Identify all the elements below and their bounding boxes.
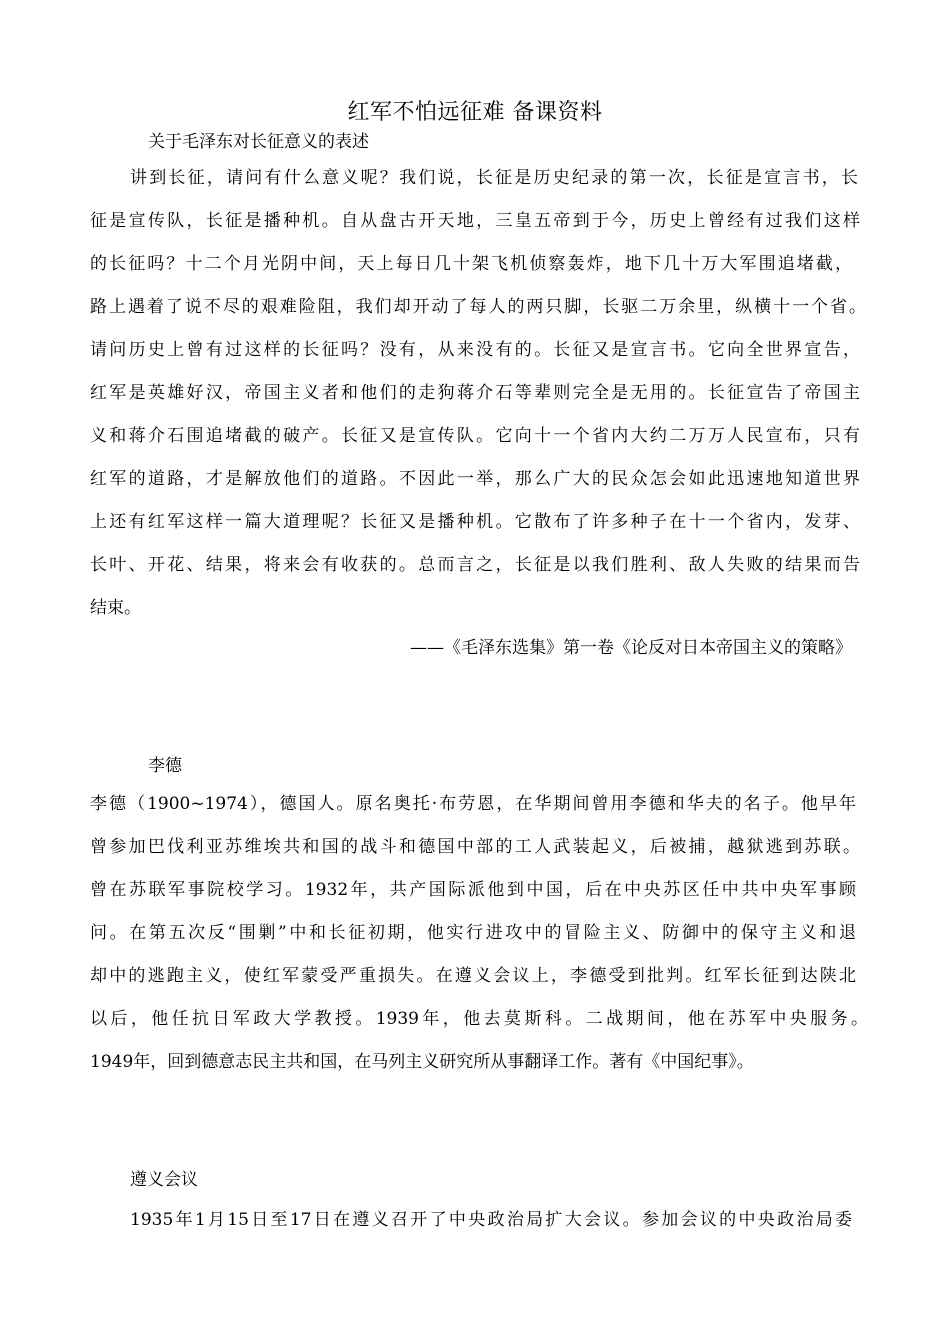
paragraph-line: 1935年1月15日至17日在遵义召开了中央政治局扩大会议。参加会议的中央政治局委 (130, 1210, 852, 1230)
paragraph-line: 结束。 (90, 598, 141, 618)
paragraph-line: 以后，他任抗日军政大学教授。1939年，他去莫斯科。二战期间，他在苏军中央服务。 (90, 1009, 868, 1029)
paragraph-line: 红军是英雄好汉，帝国主义者和他们的走狗蒋介石等辈则完全是无用的。长征宣告了帝国主 (90, 383, 860, 403)
paragraph-line: 曾参加巴伐利亚苏维埃共和国的战斗和德国中部的工人武装起义，后被捕，越狱逃到苏联。 (90, 837, 860, 857)
paragraph-line: 的长征吗？十二个月光阴中间，天上每日几十架飞机侦察轰炸，地下几十万大军围追堵截， (90, 254, 852, 274)
paragraph-line: 1949年，回到德意志民主共和国，在马列主义研究所从事翻译工作。著有《中国纪事》。 (90, 1052, 754, 1072)
section-heading-lide: 李德 (148, 756, 182, 776)
paragraph-line: 红军的道路，才是解放他们的道路。不因此一举，那么广大的民众怎会如此迅速地知道世界 (90, 469, 860, 489)
paragraph-line: 却中的逃跑主义，使红军蒙受严重损失。在遵义会议上，李德受到批判。红军长征到达陕北 (90, 966, 856, 986)
section-heading-zunyi: 遵义会议 (130, 1170, 198, 1190)
paragraph-line: 义和蒋介石围追堵截的破产。长征又是宣传队。它向十一个省内大约二万万人民宣布，只有 (90, 426, 860, 446)
quote-source: ——《毛泽东选集》第一卷《论反对日本帝国主义的策略》 (410, 638, 852, 658)
paragraph-line: 征是宣传队，长征是播种机。自从盘古开天地，三皇五帝到于今，历史上曾经有过我们这样 (90, 211, 860, 231)
section-heading-mao: 关于毛泽东对长征意义的表述 (148, 132, 369, 152)
paragraph-line: 路上遇着了说不尽的艰难险阻，我们却开动了每人的两只脚，长驱二万余里，纵横十一个省。 (90, 297, 866, 317)
paragraph-line: 曾在苏联军事院校学习。1932年，共产国际派他到中国，后在中央苏区任中共中央军事顾 (90, 880, 856, 900)
document-title: 红军不怕远征难 备课资料 (347, 100, 603, 125)
paragraph-line: 李德（1900~1974），德国人。原名奥托·布劳恩，在华期间曾用李德和华夫的名子。他早年 (90, 794, 856, 814)
paragraph-line: 上还有红军这样一篇大道理呢？长征又是播种机。它散布了许多种子在十一个省内，发芽、 (90, 512, 860, 532)
paragraph-line: 讲到长征，请问有什么意义呢？我们说，长征是历史纪录的第一次，长征是宣言书，长 (130, 168, 858, 188)
paragraph-line: 长叶、开花、结果，将来会有收获的。总而言之，长征是以我们胜利、敌人失败的结果而告 (90, 555, 860, 575)
paragraph-line: 请问历史上曾有过这样的长征吗？没有，从来没有的。长征又是宣言书。它向全世界宣告， (90, 340, 860, 360)
paragraph-line: 问。在第五次反“围剿”中和长征初期，他实行进攻中的冒险主义、防御中的保守主义和退 (90, 923, 856, 943)
